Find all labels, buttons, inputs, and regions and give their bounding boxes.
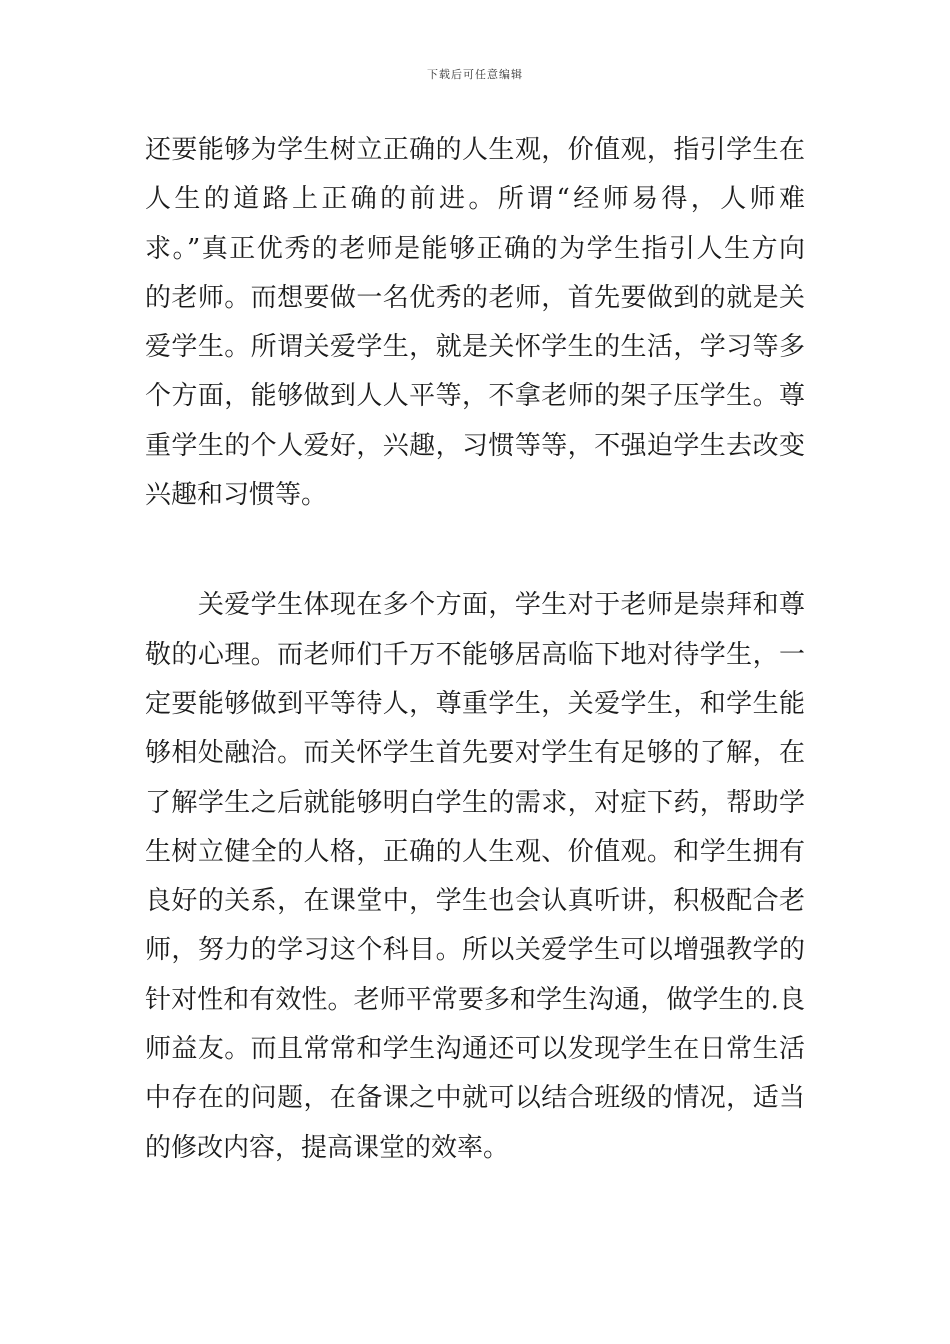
text-line: 还要能够为学生树立正确的人生观，价值观，指引学生在 [145,135,805,165]
text-line: 够相处融洽。而关怀学生首先要对学生有足够的了解，在 [145,738,805,769]
text-line: 师益友。而且常常和学生沟通还可以发现学生在日常生活 [145,1034,805,1065]
text-line: 生树立健全的人格，正确的人生观、价值观。和学生拥有 [145,836,805,867]
text-line: 爱学生。所谓关爱学生，就是关怀学生的生活，学习等多 [145,332,805,363]
paragraph-1 [145,126,805,520]
text-line: 师，努力的学习这个科目。所以关爱学生可以增强教学的 [145,935,805,966]
text-line: 的老师。而想要做一名优秀的老师，首先要做到的就是关 [145,282,805,313]
paragraph-2 [145,581,805,1173]
text-line: 针对性和有效性。老师平常要多和学生沟通，做学生的.良 [145,984,805,1015]
text-line: 求。”真正优秀的老师是能够正确的为学生指引人生方向 [145,233,805,264]
text-line: 中存在的问题，在备课之中就可以结合班级的情况，适当 [145,1083,805,1114]
paragraph-spacer [145,520,805,581]
text-line: 关爱学生体现在多个方面，学生对于老师是崇拜和尊 [145,590,805,621]
text-line: 良好的关系，在课堂中，学生也会认真听讲，积极配合老 [145,886,805,917]
document-body [145,126,805,1173]
text-line: 定要能够做到平等待人，尊重学生，关爱学生，和学生能 [145,688,805,719]
text-line: 个方面，能够做到人人平等，不拿老师的架子压学生。尊 [145,381,805,412]
text-line: 兴趣和习惯等。 [145,480,328,511]
text-line: 了解学生之后就能够明白学生的需求，对症下药，帮助学 [145,787,805,818]
text-line: 的修改内容，提高课堂的效率。 [145,1132,510,1163]
text-line: 人生的道路上正确的前进。所谓“经师易得，人师难 [145,184,805,215]
text-line: 敬的心理。而老师们千万不能够居高临下地对待学生，一 [145,639,805,670]
page-header: 下载后可任意编辑 [427,68,523,81]
text-line: 重学生的个人爱好，兴趣，习惯等等，不强迫学生去改变 [145,430,805,461]
